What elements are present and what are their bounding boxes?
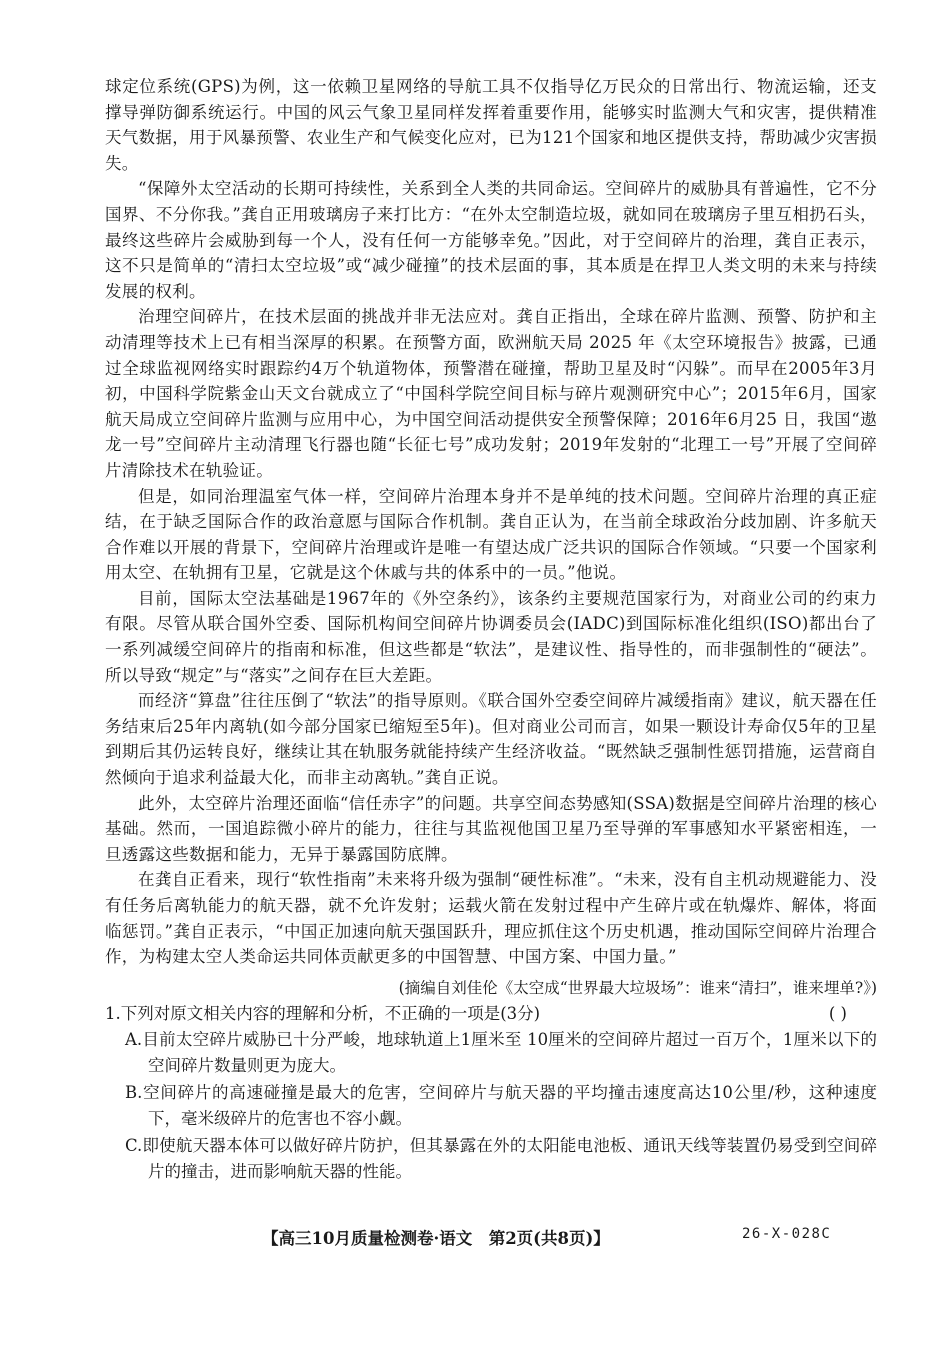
article-paragraph: 此外，太空碎片治理还面临“信任赤字”的问题。共享空间态势感知(SSA)数据是空间碎片治理的核心基础。然而，一国追踪微小碎片的能力，往往与其监视他国卫星乃至导弹的军事感知水平紧密相连，一旦透露这些数据和能力，无异于暴露国防底牌。 [105,793,877,864]
page-footer [0,1225,950,1255]
option-b: B.空间碎片的高速碰撞是最大的危害，空间碎片与航天器的平均撞击速度高达10公里/秒，这种速度下，毫米级碎片的危害也不容小觑。 [125,1083,877,1128]
question-block [105,1001,877,1184]
question-stem-text: 1.下列对原文相关内容的理解和分析，不正确的一项是(3分) [105,1004,541,1024]
option-a: A.目前太空碎片威胁已十分严峻，地球轨道上1厘米至 10厘米的空间碎片超过一百万个，1厘米以下的空间碎片数量则更为庞大。 [125,1029,877,1075]
article-source: (摘编自刘佳伦《太空成“世界最大垃圾场”：谁来“清扫”，谁来埋单?》) [398,978,877,997]
article-paragraph: 而经济“算盘”往往压倒了“软法”的指导原则。《联合国外空委空间碎片减缓指南》建议，航天器在任务结束后25年内离轨(如今部分国家已缩短至5年)。但对商业公司而言，如果一颗设计寿命仅5年的卫星到期后其仍运转良好，继续让其在轨服务就能持续产生经济收益。“既然缺乏强制性惩罚措施，运营商自然倾向于追求利益最大化，而非主动离轨。”龚自正说。 [105,691,877,788]
article-body [105,74,877,1001]
question-stem [105,1001,877,1027]
option-c: C.即使航天器本体可以做好碎片防护，但其暴露在外的太阳能电池板、通讯天线等装置仍易受到空间碎片的撞击，进而影响航天器的性能。 [125,1136,877,1181]
footer-code: 26-X-028C [742,1226,832,1242]
article-paragraph: “保障外太空活动的长期可持续性，关系到全人类的共同命运。空间碎片的威胁具有普遍性，它不分国界、不分你我。”龚自正用玻璃房子来打比方：“在外太空制造垃圾，就如同在玻璃房子里互相扔石头，最终这些碎片会威胁到每一个人，没有任何一方能够幸免。”因此，对于空间碎片的治理，龚自正表示，这不只是简单的“清扫太空垃圾”或“减少碰撞”的技术层面的事，其本质是在捍卫人类文明的未来与持续发展的权利。 [105,179,877,301]
article-paragraph: 治理空间碎片，在技术层面的挑战并非无法应对。龚自正指出，全球在碎片监测、预警、防护和主动清理等技术上已有相当深厚的积累。在预警方面，欧洲航天局 2025 年《太空环境报告》披露，已通过全球监视网络实时跟踪约4万个轨道物体，预警潜在碰撞，帮助卫星及时“闪躲”。而早在2005年3月初，中国科学院紫金山天文台就成立了“中国科学院空间目标与碎片观测研究中心”；2015年6月，国家航天局成立空间碎片监测与应用中心，为中国空间活动提供安全预警保障；2016年6月25 日，我国“遨龙一号”空间碎片主动清理飞行器也随“长征七号”成功发射；2019年发射的“北理工一号”开展了空间碎片清除技术在轨验证。 [105,307,877,480]
article-paragraph: 在龚自正看来，现行“软性指南”未来将升级为强制“硬性标准”。“未来，没有自主机动规避能力、没有任务后离轨能力的航天器，就不允许发射；运载火箭在发射过程中产生碎片或在轨爆炸、解体，将面临惩罚。”龚自正表示，“中国正加速向航天强国跃升，理应抓住这个历史机遇，推动国际空间碎片治理合作，为构建太空人类命运共同体贡献更多的中国智慧、中国方案、中国力量。” [105,870,877,967]
footer-title: 【高三10月质量检测卷·语文 第2页(共8页)】 [262,1229,610,1248]
article-paragraph: 球定位系统(GPS)为例，这一依赖卫星网络的导航工具不仅指导亿万民众的日常出行、物流运输，还支撑导弹防御系统运行。中国的风云气象卫星同样发挥着重要作用，能够实时监测大气和灾害，提供精准天气数据，用于风暴预警、农业生产和气候变化应对，已为121个国家和地区提供支持，帮助减少灾害损失。 [105,77,877,173]
article-paragraph: 但是，如同治理温室气体一样，空间碎片治理本身并不是单纯的技术问题。空间碎片治理的真正症结，在于缺乏国际合作的政治意愿与国际合作机制。龚自正认为，在当前全球政治分歧加剧、许多航天合作难以开展的背景下，空间碎片治理或许是唯一有望达成广泛共识的国际合作领域。“只要一个国家利用太空、在轨拥有卫星，它就是这个休戚与共的体系中的一员。”他说。 [105,486,877,583]
page-content [105,74,877,1187]
article-paragraph: 目前，国际太空法基础是1967年的《外空条约》，该条约主要规范国家行为，对商业公司的约束力有限。尽管从联合国外空委、国际机构间空间碎片协调委员会(IADC)到国际标准化组织(ISO)都出台了一系列减缓空间碎片的指南和标准，但这些都是“软法”，是建议性、指导性的，而非强制性的“硬法”。所以导致“规定”与“落实”之间存在巨大差距。 [105,588,877,685]
answer-parentheses: ( ) [828,1004,847,1024]
